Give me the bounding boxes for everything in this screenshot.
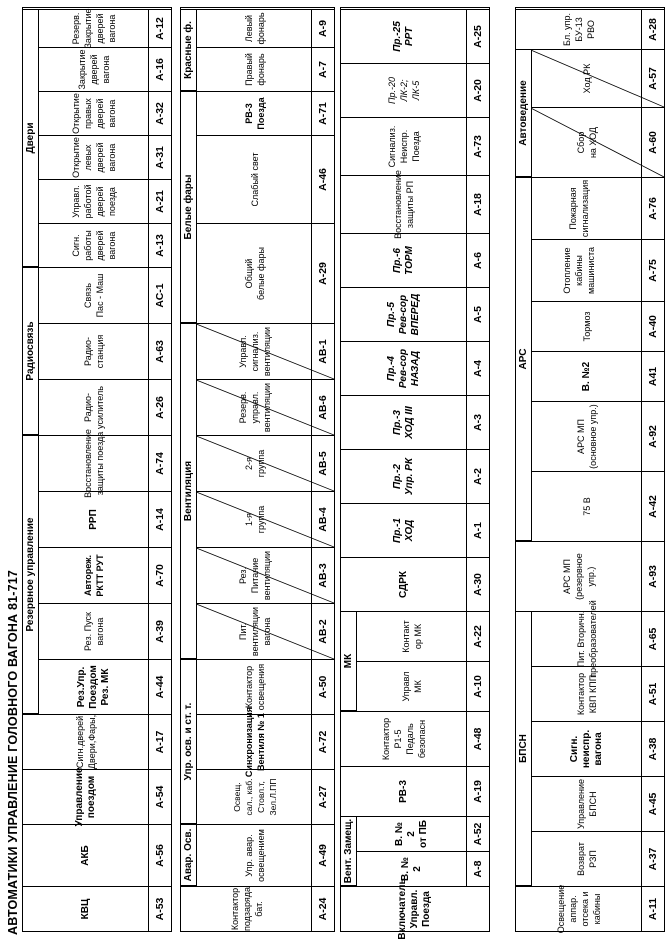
- breaker-code: А-16: [148, 48, 171, 91]
- breaker-code: А-71: [311, 92, 334, 135]
- breaker-label: Восстановление защиты РП: [393, 170, 415, 239]
- breaker-cell: [516, 401, 664, 471]
- breaker-label: Пр.-3 ХОД III: [392, 406, 415, 439]
- breaker-code: А-29: [311, 224, 334, 323]
- breaker-cell: [23, 179, 171, 223]
- breaker-code: А-25: [466, 10, 489, 63]
- breaker-label: Сигн.дверей Двери,Фары,: [75, 714, 97, 770]
- breaker-code: А-44: [148, 660, 171, 714]
- breaker-label: Рез. Питание вентиляции: [237, 550, 272, 601]
- group-header: Двери: [23, 9, 39, 267]
- breaker-cell: [516, 831, 664, 886]
- breaker-label: Радио-станция: [83, 334, 105, 369]
- breaker-cell: [23, 135, 171, 179]
- breaker-label: Ход РК: [582, 63, 592, 94]
- breaker-label: Освещение аппар. отсека и кабины: [556, 884, 602, 934]
- breaker-cell: [23, 429, 171, 498]
- breaker-code: А-65: [641, 612, 664, 666]
- breaker-label: Пожарная сигнализация: [568, 179, 590, 238]
- breaker-label: Контактор подзаряда бат.: [229, 886, 264, 932]
- breaker-cell: [516, 177, 664, 239]
- breaker-cell: [181, 223, 334, 323]
- breaker-cell: [181, 603, 334, 659]
- breaker-code: А-18: [466, 176, 489, 233]
- breaker-code: А-26: [148, 380, 171, 435]
- breaker-cell: [181, 706, 334, 778]
- group-header: БПСН: [516, 611, 532, 886]
- breaker-cell: [181, 91, 334, 135]
- breaker-cell: [341, 816, 489, 851]
- breaker-code: А-28: [641, 10, 664, 49]
- breaker-code: А-30: [466, 558, 489, 611]
- breaker-code: [467, 887, 489, 931]
- breaker-code: А-93: [641, 542, 664, 611]
- breaker-label: Сигн. неиспр. вагона: [569, 729, 604, 769]
- panel-control-mk: [340, 7, 490, 940]
- breaker-label: Восстановление защиты поезда: [83, 429, 105, 498]
- breaker-label: Открытие левых дверей вагона: [71, 137, 117, 178]
- breaker-label: Правый фонарь: [243, 53, 266, 86]
- panel-lighting-ventilation: [180, 7, 335, 932]
- breaker-label: Открытие правых дверей вагона: [71, 93, 117, 134]
- breaker-label: Радио-усилитель: [83, 386, 105, 429]
- breaker-cell: [516, 721, 664, 776]
- breaker-label: Резерв. Закрытие дверей вагона: [71, 8, 117, 49]
- breaker-cell: [516, 49, 664, 107]
- breaker-cell: [341, 766, 489, 816]
- breaker-label: АКБ: [80, 845, 91, 866]
- breaker-cell: [516, 107, 664, 177]
- breaker-label: КВЦ: [80, 898, 91, 920]
- panel-bpsn-ars-auto: [515, 7, 665, 932]
- breaker-cell: [23, 379, 171, 435]
- breaker-code: АС-1: [148, 268, 171, 323]
- breaker-code: А-8: [466, 852, 489, 886]
- breaker-cell: [516, 301, 664, 351]
- breaker-cell: [23, 659, 171, 714]
- breaker-code: А-57: [641, 50, 664, 107]
- breaker-label: В. № 2: [400, 857, 423, 881]
- group-header: Автоведение: [516, 49, 532, 177]
- breaker-cell: [23, 547, 171, 603]
- breaker-cell: [341, 611, 489, 661]
- breaker-cell: [23, 223, 171, 267]
- breaker-label: 2-я группа: [243, 449, 266, 478]
- breaker-label: РВ-3: [398, 780, 409, 803]
- group-header: Вент. Замещ.: [341, 816, 357, 886]
- breaker-cell: [516, 600, 664, 678]
- breaker-code: А-92: [641, 402, 664, 471]
- breaker-cell: [23, 886, 171, 931]
- breaker-label: Пр.-2 Упр. РК: [392, 457, 415, 496]
- breaker-label: Упр. авар. освещением: [243, 829, 266, 882]
- group-header: Упр. осв. и ст. т.: [181, 659, 197, 824]
- group-header: Радиосвязь: [23, 267, 39, 435]
- breaker-code: А-4: [466, 342, 489, 395]
- breaker-cell: [181, 659, 334, 714]
- breaker-code: А-11: [641, 887, 664, 931]
- breaker-label: Контактор Р1-5 Педаль безопасн: [381, 717, 427, 761]
- breaker-cell: [341, 287, 489, 341]
- breaker-cell: [516, 351, 664, 401]
- breaker-cell: [341, 449, 489, 503]
- panel-reserve-radio-doors: [22, 7, 172, 932]
- breaker-label: 75 В: [582, 497, 592, 516]
- breaker-code: А-60: [641, 108, 664, 177]
- breaker-cell: [341, 341, 489, 395]
- breaker-cell: [23, 603, 171, 659]
- breaker-label: Управл. сигнализ. вентиляции: [237, 326, 272, 377]
- breaker-cell: [516, 884, 664, 934]
- breaker-cell: [23, 47, 171, 91]
- breaker-code: А-31: [148, 136, 171, 179]
- breaker-code: А-49: [311, 825, 334, 886]
- breaker-cell: [181, 435, 334, 491]
- breaker-label: Пит. Вторичн. преобразователей: [576, 600, 598, 678]
- breaker-cell: [516, 9, 664, 49]
- breaker-code: А-24: [311, 887, 334, 931]
- breaker-label: Рез.Упр. Поездом Рез. МК: [76, 665, 111, 709]
- breaker-code: А-53: [148, 887, 171, 931]
- breaker-code: А-2: [466, 450, 489, 503]
- breaker-code: А-22: [466, 612, 489, 661]
- breaker-cell: [516, 239, 664, 301]
- breaker-code: А-9: [311, 10, 334, 47]
- breaker-cell: [23, 824, 171, 886]
- breaker-code: А-20: [466, 64, 489, 117]
- breaker-cell: [341, 170, 489, 239]
- group-header: Вентиляция: [181, 323, 197, 659]
- breaker-label: СДРК: [398, 571, 409, 598]
- breaker-label: РВ-3 Поезда: [243, 97, 266, 130]
- breaker-cell: [181, 47, 334, 91]
- breaker-label: Сигнализ. Неиспр. Поезда: [387, 125, 421, 168]
- breaker-label: Бл. упр. БУ-13 РВО: [562, 13, 596, 46]
- breaker-cell: [341, 9, 489, 63]
- breaker-label: Слабый свет: [249, 152, 260, 207]
- breaker-code: А-74: [148, 436, 171, 491]
- breaker-label: 1-я группа: [243, 505, 266, 534]
- breaker-code: А-72: [311, 715, 334, 769]
- group-header: Авар. Осв.: [181, 824, 197, 886]
- breaker-code: АВ-4: [311, 492, 334, 547]
- breaker-code: А-63: [148, 324, 171, 379]
- breaker-code: А-40: [641, 302, 664, 351]
- breaker-code: А41: [641, 352, 664, 401]
- breaker-code: А-54: [148, 770, 171, 824]
- breaker-code: А-56: [148, 825, 171, 886]
- breaker-label: Управл МК: [401, 671, 423, 702]
- breaker-code: А-21: [148, 180, 171, 223]
- group-header: МК: [341, 611, 357, 711]
- breaker-code: А-7: [311, 48, 334, 91]
- breaker-label: Отопление кабины машиниста: [562, 247, 596, 294]
- breaker-cell: [23, 267, 171, 323]
- breaker-cell: [23, 91, 171, 135]
- breaker-code: А-42: [641, 472, 664, 541]
- breaker-label: Тормоз: [582, 311, 592, 342]
- breaker-label: Управл. работой дверей поезда: [71, 184, 117, 219]
- breaker-code: АВ-3: [311, 548, 334, 603]
- breaker-code: А-17: [148, 715, 171, 769]
- breaker-cell: [341, 661, 489, 711]
- breaker-cell: [181, 323, 334, 379]
- breaker-label: В. №2: [581, 361, 592, 392]
- breaker-code: А-37: [641, 832, 664, 886]
- breaker-cell: [181, 547, 334, 603]
- breaker-cell: [181, 769, 334, 824]
- breaker-label: Резерв. управл. вентиляции: [237, 382, 272, 433]
- breaker-cell: [23, 714, 171, 769]
- breaker-cell: [341, 711, 489, 766]
- breaker-code: А-76: [641, 178, 664, 239]
- breaker-cell: [341, 851, 489, 886]
- breaker-code: А-19: [466, 767, 489, 816]
- breaker-label: Освещ. сал., каб. Стовл.т, Зел.Л.ПП: [231, 778, 278, 816]
- breaker-cell: [516, 541, 664, 611]
- breaker-cell: [181, 379, 334, 435]
- breaker-label: Закрытие дверей вагона: [77, 49, 111, 90]
- breaker-cell: [181, 135, 334, 223]
- breaker-code: АВ-6: [311, 380, 334, 435]
- breaker-code: А-38: [641, 722, 664, 776]
- breaker-label: Рез. Пуск вагона: [83, 612, 105, 651]
- breaker-code: А-13: [148, 224, 171, 267]
- breaker-cell: [181, 491, 334, 547]
- breaker-cell: [341, 878, 489, 940]
- breaker-code: А-46: [311, 136, 334, 223]
- breaker-label: Пр.-4 Рев-сор НАЗАД: [386, 348, 421, 389]
- breaker-code: АВ-5: [311, 436, 334, 491]
- breaker-cell: [516, 776, 664, 831]
- page-title: АВТОМАТИКИ УПРАВЛЕНИЕ ГОЛОВНОГО ВАГОНА 81-717: [6, 569, 20, 935]
- breaker-label: Включатель Управл. Поезда: [397, 878, 432, 940]
- breaker-cell: [23, 767, 171, 827]
- breaker-code: А-32: [148, 92, 171, 135]
- breaker-code: А-12: [148, 10, 171, 47]
- breaker-cell: [341, 63, 489, 117]
- breaker-cell: [341, 503, 489, 557]
- breaker-label: Контакт ор МК: [401, 620, 423, 653]
- breaker-code: А-27: [311, 770, 334, 824]
- breaker-cell: [181, 824, 334, 886]
- breaker-label: Управление БПСН: [576, 778, 598, 830]
- breaker-code: А-45: [641, 777, 664, 831]
- breaker-label: В. № 2 от ПБ: [394, 820, 429, 848]
- breaker-label: Пр.-20 ЛК-2; ЛК-5: [387, 76, 421, 105]
- breaker-label: Пит. вентиляции вагона: [237, 606, 272, 657]
- breaker-code: А-1: [466, 504, 489, 557]
- breaker-cell: [341, 395, 489, 449]
- breaker-code: А-10: [466, 662, 489, 711]
- group-header: Резервное управление: [23, 435, 39, 714]
- breaker-label: Левый фонарь: [243, 12, 266, 45]
- breaker-code: А-14: [148, 492, 171, 547]
- breaker-cell: [23, 9, 171, 47]
- breaker-code: А-50: [311, 660, 334, 714]
- breaker-code: АВ-1: [311, 324, 334, 379]
- breaker-label: Пр.-5 Рев-сор ВПЕРЕД: [386, 293, 421, 336]
- breaker-label: Пр.-1 ХОД: [392, 518, 415, 543]
- breaker-code: А-48: [466, 712, 489, 766]
- breaker-code: АВ-2: [311, 604, 334, 659]
- breaker-cell: [23, 491, 171, 547]
- breaker-code: А-73: [466, 118, 489, 175]
- breaker-code: А-51: [641, 667, 664, 721]
- breaker-cell: [181, 9, 334, 47]
- breaker-label: Контактор КВП КПП: [576, 672, 598, 716]
- breaker-code: А-5: [466, 288, 489, 341]
- breaker-label: Сбор на ХОД: [576, 126, 598, 159]
- breaker-code: А-75: [641, 240, 664, 301]
- breaker-cell: [341, 117, 489, 175]
- breaker-label: Управление поездом: [74, 767, 97, 827]
- breaker-cell: [23, 323, 171, 379]
- breaker-code: А-70: [148, 548, 171, 603]
- breaker-label: АРС МП (основное упр.): [576, 404, 598, 469]
- group-header: АРС: [516, 177, 532, 541]
- breaker-label: Возврат РЗП: [576, 842, 598, 876]
- breaker-cell: [516, 471, 664, 541]
- breaker-cell: [341, 557, 489, 611]
- breaker-code: А-52: [466, 817, 489, 851]
- breaker-label: Пр.-6 ТОРМ: [392, 246, 415, 275]
- group-header: Красные ф.: [181, 9, 197, 91]
- breaker-label: Синхронизация Вентиля № 1: [243, 706, 266, 778]
- group-header: Белые фары: [181, 91, 197, 323]
- breaker-cell: [181, 886, 334, 931]
- breaker-cell: [341, 233, 489, 287]
- breaker-code: А-6: [466, 234, 489, 287]
- breaker-label: РРП: [88, 509, 99, 530]
- breaker-code: А-3: [466, 396, 489, 449]
- breaker-label: Сигн. работы дверей вагона: [71, 230, 117, 261]
- breaker-label: Автореж. РКТТ РУТ: [83, 554, 105, 597]
- breaker-label: Связь Пас - Маш: [83, 273, 105, 318]
- breaker-label: Общий белые фары: [243, 247, 266, 300]
- breaker-code: А-39: [148, 604, 171, 659]
- breaker-label: Пр.-25 РРТ: [392, 21, 415, 52]
- breaker-label: Контактор освещения: [243, 663, 266, 711]
- breaker-label: АРС МП (резервное упр.): [562, 553, 596, 600]
